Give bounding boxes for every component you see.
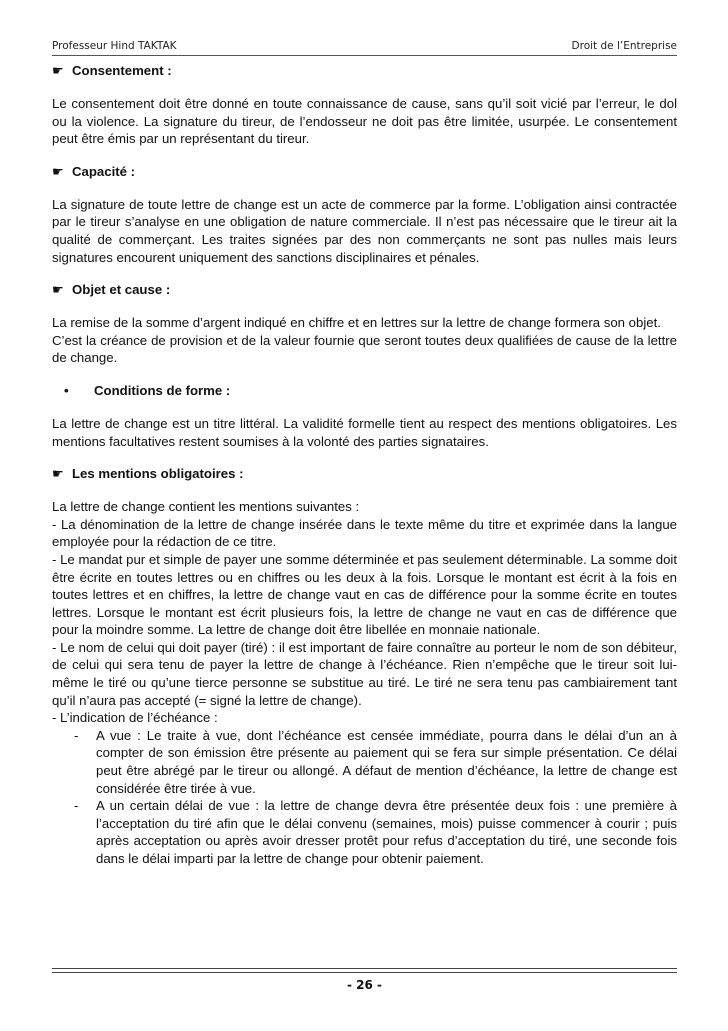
header-author: Professeur Hind TAKTAK xyxy=(52,40,177,52)
pointing-hand-icon: ☛ xyxy=(52,282,64,298)
echeance-delai-de-vue: - A un certain délai de vue : la lettre de change devra être présentée deux fois : une première à l’acceptation du tiré afin que le délai convenu (semaines, mois) puisse commencer à courir ; puis après acceptation ou après avoir dresser protêt pour refus d’acceptation du tiré, une seconde fois dans le délai imparti par la lettre de change pour obtenir paiement. xyxy=(74,798,677,866)
page-header xyxy=(52,37,677,56)
bullet-icon: • xyxy=(64,382,69,398)
paragraph-conditions: La lettre de change est un titre littéral. La validité formelle tient au respect des mentions obligatoires. Les mentions facultatives restent soumises à la volonté des parties signataires. xyxy=(52,415,677,449)
pointing-hand-icon: ☛ xyxy=(52,466,64,482)
dash-icon: - xyxy=(74,727,79,743)
header-course: Droit de l’Entreprise xyxy=(571,40,677,52)
mention-denomination: - La dénomination de la lettre de change insérée dans le texte même du titre et exprimée dans la langue employée pour la rédaction de ce titre. xyxy=(52,516,677,550)
paragraph-objet-1: La remise de la somme d’argent indiqué en chiffre et en lettres sur la lettre de change formera son objet. xyxy=(52,315,661,331)
mentions-intro: La lettre de change contient les mentions suivantes : xyxy=(52,499,360,515)
heading-conditions-forme: • Conditions de forme : xyxy=(64,382,231,398)
document-page xyxy=(52,0,677,1031)
heading-consentement: ☛ Consentement : xyxy=(52,63,172,78)
heading-objet-cause: ☛ Objet et cause : xyxy=(52,282,171,298)
mention-mandat: - Le mandat pur et simple de payer une somme déterminée et pas seulement déterminable. La somme doit être écrite en toutes lettres ou en chiffres ou les deux à la fois. Lorsque le montant est écrit à la fois en toutes lettres et en chiffres, la lettre de change vaut en cas de différence pour la somme écrite en toutes lettres. Lorsque le montant est écrit plusieurs fois, la lettre de change ne vaut en cas de différence que pour la moindre somme. La lettre de change doit être libellée en monnaie nationale. xyxy=(52,551,677,638)
footer-divider xyxy=(52,968,677,973)
page-number: - 26 - xyxy=(346,978,382,992)
paragraph-objet-2: C’est la créance de provision et de la valeur fournie que seront toutes deux qualifiées de cause de la lettre de change. xyxy=(52,332,677,366)
heading-capacite: ☛ Capacité : xyxy=(52,163,136,179)
heading-mentions: ☛ Les mentions obligatoires : xyxy=(52,466,244,482)
paragraph-consentement: Le consentement doit être donné en toute connaissance de cause, sans qu’il soit vicié par l’erreur, le dol ou la violence. La signature du tireur, de l’endosseur ne doit pas être limitée, usurpée. Le consentement peut être émis par un représentant du tireur. xyxy=(52,96,677,147)
pointing-hand-icon: ☛ xyxy=(52,163,64,179)
document-body xyxy=(52,62,677,868)
pointing-hand-icon: ☛ xyxy=(52,63,64,78)
mention-echeance: - L’indication de l’échéance : xyxy=(52,710,218,726)
paragraph-capacite: La signature de toute lettre de change est un acte de commerce par la forme. L’obligation ainsi contractée par le tireur s’analyse en une obligation de nature commerciale. Il n’est pas nécessaire que le tireur ait la qualité de commerçant. Les traites signées par des non commerçants ne sont pas nulles mais leurs signatures encourent uniquement des sanctions disciplinaires et pénales. xyxy=(52,196,677,265)
echeance-a-vue: - A vue : Le traite à vue, dont l’échéance est censée immédiate, pourra dans le délai d’un an à compter de son émission être présente au paiement qui se fera sur simple présentation. Ce délai peut être abrégé par le tireur ou allongé. A défaut de mention d’échéance, la lettre de change est considérée être tirée à vue. xyxy=(74,727,677,796)
dash-icon: - xyxy=(74,798,79,814)
mention-tire: - Le nom de celui qui doit payer (tiré) : il est important de faire connaître au porteur le nom de son débiteur, de celui qui sera tenu de payer la lettre de change à l’échéance. Rien n’empêche que le tireur soit lui-même le tiré ou qu’une tierce personne se substitue au tiré. Le tiré ne sera tenu pas cambiairement tant qu’il n’aura pas accepté (= signé la lettre de change). xyxy=(52,639,677,708)
